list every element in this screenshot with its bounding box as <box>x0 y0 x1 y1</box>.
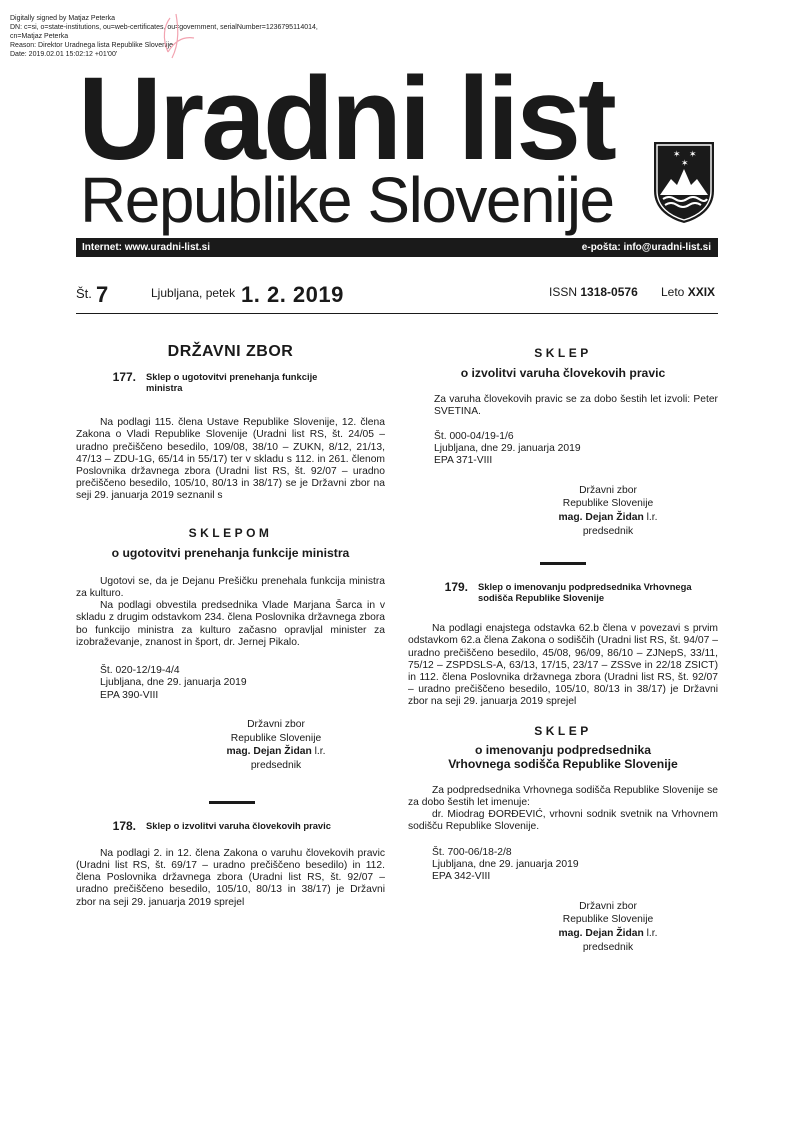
decision-subheading <box>408 743 718 771</box>
issue-number-label: Št. <box>76 286 92 301</box>
item-178-intro: Na podlagi 2. in 12. člena Zakona o varuhu človekovih pravic (Uradni list RS, št. 69/17 – uradno prečiščeno besedilo) in 112. člena Poslovnika državnega zbora (Uradni list RS, št. 92/07 – uradno prečiščeno besedilo, 105/10, 80/13 in 38/17) je Državni zbor na seji 29. januarja 2019 sprejel <box>76 847 385 908</box>
decision-heading: SKLEPOM <box>188 525 273 540</box>
item-title: Sklep o imenovanju podpredsednika Vrhovnega sodišča Republike Slovenije <box>478 581 692 604</box>
item-number: 178. <box>112 818 136 833</box>
signer-name-line <box>186 745 366 759</box>
issn <box>549 285 638 299</box>
reference-epa: EPA 342-VIII <box>432 871 491 883</box>
column-left <box>76 340 385 909</box>
leto-label: Leto <box>661 285 685 299</box>
decision-subheading-line: Vrhovnega sodišča Republike Slovenije <box>448 756 678 771</box>
masthead-title: Uradni list <box>78 53 614 185</box>
signer-institution: Državni zbor <box>579 484 637 496</box>
signer-institution: Državni zbor <box>247 719 305 731</box>
signer-lr: l.r. <box>643 928 658 940</box>
divider <box>209 801 255 804</box>
item-number: 179. <box>444 580 468 595</box>
reference-date: Ljubljana, dne 29. januarja 2019 <box>434 443 581 455</box>
signer-block <box>186 718 366 772</box>
decision-subheading-line: o imenovanju podpredsednika <box>474 742 652 757</box>
signature-line: DN: c=si, o=state-institutions, ou=web-certificates, ou=government, serialNumber=1236795114014, <box>10 24 318 31</box>
signer-name-line <box>518 927 698 941</box>
appointee-text: dr. Miodrag ĐORĐEVIĆ, vrhovni sodnik svetnik na Vrhovnem sodišču Republike Slovenije. <box>408 809 718 833</box>
decision-subheading: o izvolitvi varuha človekovih pravic <box>460 366 666 381</box>
signer-name: mag. Dejan Židan <box>226 746 312 758</box>
reference-epa: EPA 390-VIII <box>100 689 159 701</box>
item-number: 177. <box>112 370 136 385</box>
divider <box>540 562 586 565</box>
issn-value: 1318-0576 <box>580 285 638 299</box>
reference-number: Št. 000-04/19-1/6 <box>434 430 514 442</box>
coat-of-arms-icon <box>651 139 717 225</box>
item-177-header <box>76 371 385 393</box>
decision-subheading: o ugotovitvi prenehanja funkcije ministra <box>111 545 350 560</box>
reference-number: Št. 700-06/18-2/8 <box>432 846 512 858</box>
leto-value: XXIX <box>687 285 716 299</box>
signer-name: mag. Dejan Židan <box>558 512 644 524</box>
signature-line: Date: 2019.02.01 15:02:12 +01'00' <box>10 51 118 58</box>
signer-lr: l.r. <box>643 512 658 524</box>
item-179-intro: Na podlagi enajstega odstavka 62.b člena v povezavi s prvim odstavkom 62.a člena Zakona o sodiščih (Uradni list RS, št. 94/07 – uradno prečiščeno besedilo, 45/08, 96/09, 86/10 – ZJNepS, 33/11, 75/12 – ZSPDSLS-A, 63/13, 17/15, 23/17 – ZSSve in 22/18 ZSICT) in 112. člena Poslovnika državnega zbora (Uradni list RS, št. 92/07 – uradno prečiščeno besedilo, 105/10, 80/13 in 38/17) je Državni zbor na seji 29. januarja 2019 sprejel <box>408 623 718 708</box>
item-178-header <box>76 820 385 832</box>
signer-name: mag. Dejan Židan <box>558 928 644 940</box>
section-title: DRŽAVNI ZBOR <box>167 343 294 360</box>
volume-year <box>661 285 715 299</box>
decision-paragraph: Za varuha človekovih pravic se za dobo šestih let izvoli: Peter SVETINA. <box>434 394 718 418</box>
signer-institution-2: Republike Slovenije <box>562 914 654 926</box>
decision-heading: SKLEP <box>534 346 592 360</box>
issue-location: Ljubljana, petek <box>151 286 236 300</box>
signature-line: Reason: Direktor Uradnega lista Republike Slovenije <box>10 42 174 49</box>
signer-institution-2: Republike Slovenije <box>562 498 654 510</box>
signer-lr: l.r. <box>311 746 326 758</box>
signer-name-line <box>518 511 698 525</box>
reference-block <box>100 665 385 702</box>
decision-paragraph: Za podpredsednika Vrhovnega sodišča Republike Slovenije se za dobo šestih let imenuje: <box>408 784 718 809</box>
signer-role: predsednik <box>582 941 634 953</box>
svg-text:✶: ✶ <box>673 150 681 160</box>
email-link[interactable]: e-pošta: info@uradni-list.si <box>581 242 711 253</box>
svg-text:✶: ✶ <box>689 150 697 160</box>
reference-epa: EPA 371-VIII <box>434 455 493 467</box>
decision-paragraph <box>408 809 718 833</box>
svg-text:✶: ✶ <box>681 159 689 169</box>
signature-line: Digitally signed by Matjaz Peterka <box>10 15 116 22</box>
item-title: Sklep o ugotovitvi prenehanja funkcije ministra <box>146 371 318 394</box>
masthead-subtitle: Republike Slovenije <box>80 164 614 236</box>
decision-paragraph: Na podlagi obvestila predsednika Vlade Marjana Šarca in v skladu z drugim odstavkom 234. člena Poslovnika državnega zbora bo funkcijo ministra za kulturo začasno opravljal minister za izobraževanje, znanost in šport, dr. Jernej Pikalo. <box>76 600 385 648</box>
decision-heading: SKLEP <box>534 723 592 738</box>
decision-paragraph: Ugotovi se, da je Dejanu Prešičku prenehala funkcija ministra za kulturo. <box>76 575 385 600</box>
reference-date: Ljubljana, dne 29. januarja 2019 <box>100 677 247 689</box>
signature-line: cn=Matjaz Peterka <box>10 33 69 40</box>
signer-institution: Državni zbor <box>579 900 637 912</box>
column-right <box>408 340 718 954</box>
item-179-header <box>408 581 718 603</box>
item-title: Sklep o izvolitvi varuha človekovih pravic <box>146 819 331 831</box>
issn-label: ISSN <box>549 285 578 299</box>
signer-block <box>518 900 698 954</box>
signer-institution-2: Republike Slovenije <box>230 732 322 744</box>
reference-block <box>434 431 718 468</box>
signer-role: predsednik <box>582 525 634 537</box>
reference-number: Št. 020-12/19-4/4 <box>100 665 180 677</box>
signer-role: predsednik <box>250 760 302 772</box>
issue-number: 7 <box>96 282 109 307</box>
masthead-bar <box>76 238 718 257</box>
reference-date: Ljubljana, dne 29. januarja 2019 <box>432 859 579 871</box>
issue-date: 1. 2. 2019 <box>241 282 344 307</box>
signer-block <box>518 484 698 538</box>
issue-line <box>76 280 718 314</box>
reference-block <box>432 847 718 884</box>
internet-link[interactable]: Internet: www.uradni-list.si <box>82 242 210 253</box>
item-177-intro: Na podlagi 115. člena Ustave Republike Slovenije, 12. člena Zakona o Vladi Republike Slovenije (Uradni list RS, št. 24/05 – uradno prečiščeno besedilo, 109/08, 38/10 – ZUKN, 8/12, 21/13, 47/13 – ZDU-1G, 65/14 in 55/17) ter v skladu s 112. in 261. členom Poslovnika državnega zbora (Uradni list RS, št. 92/07 – uradno prečiščeno besedilo, 105/10, 80/13 in 38/17) se je Državni zbor na seji 29. januarja 2019 seznanil s <box>76 417 385 502</box>
